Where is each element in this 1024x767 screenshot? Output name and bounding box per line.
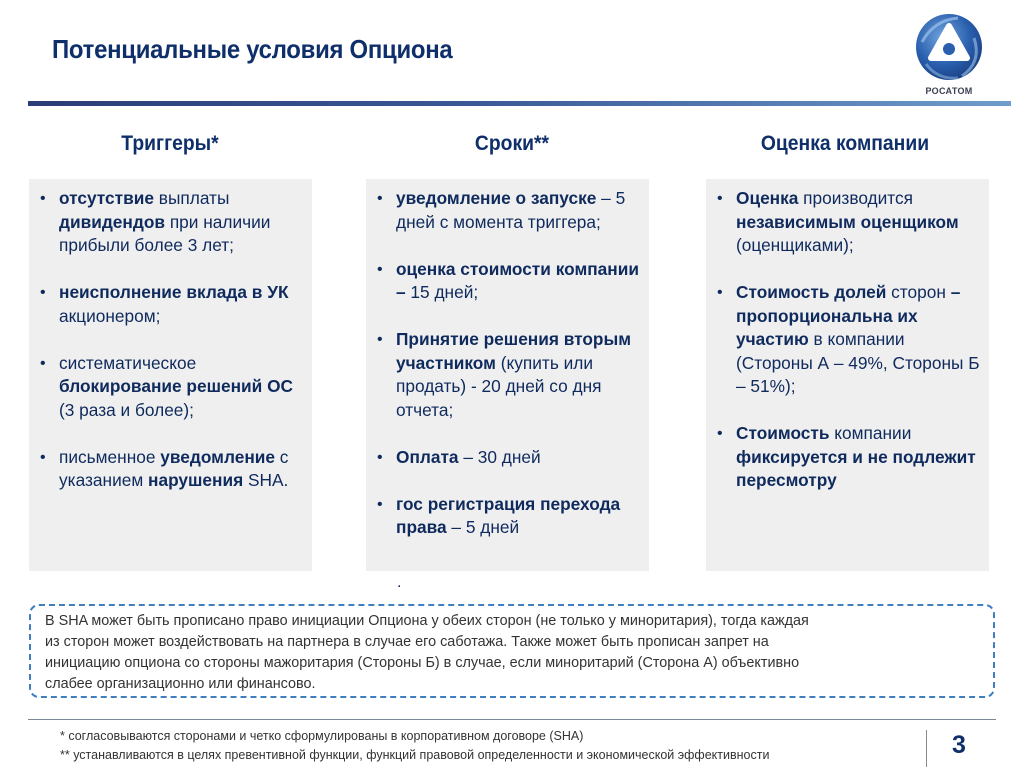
list-item (374, 187, 641, 234)
item-text: (купить или продать) - 20 дней со дня отчета; (396, 352, 602, 420)
list-item (714, 422, 981, 493)
column-header-valuation: Оценка компании (760, 132, 930, 155)
item-text: – 30 дней (458, 446, 541, 467)
item-text: выплаты (153, 188, 230, 208)
page-number-separator (926, 730, 927, 767)
item-text-bold: блокирование решений ОС (59, 376, 294, 396)
list-item (374, 493, 641, 540)
item-text: SHA. (243, 470, 289, 490)
item-text: производится (798, 188, 914, 208)
item-text-bold: уведомление (160, 446, 275, 467)
item-text: при наличии прибыли более 3 лет; (59, 211, 271, 255)
page-number: 3 (952, 731, 966, 759)
terms-list (374, 187, 641, 540)
item-text: – 5 дней (446, 517, 520, 537)
item-text: сторон (886, 282, 951, 302)
valuation-panel (706, 179, 989, 571)
list-item (37, 187, 304, 258)
logo-text: РОСАТОМ (925, 86, 973, 96)
footnotes (60, 727, 769, 765)
slide-title: Потенциальные условия Опциона (52, 34, 453, 64)
column-header-triggers: Триггеры* (121, 132, 219, 155)
list-item (37, 281, 304, 328)
item-text-bold: неисполнение вклада в УК (59, 282, 289, 302)
item-text-bold: нарушения (148, 470, 244, 490)
item-text-bold: уведомление о запуске (396, 188, 597, 208)
triggers-list (37, 187, 304, 493)
item-text: письменное (59, 446, 161, 467)
item-text: систематическое (59, 352, 197, 373)
column-header-terms: Сроки** (474, 132, 550, 155)
item-text-bold: фиксируется и не подлежит пересмотру (736, 446, 976, 490)
note-line: из сторон может воздействовать на партнера в случае его саботажа. Также может быть прописан запрет на (45, 634, 769, 650)
item-text: с указанием (59, 446, 289, 490)
list-item (374, 446, 641, 470)
item-text: в компании (Стороны А – 49%, Стороны Б – 51%); (736, 329, 980, 396)
footer-divider (28, 719, 996, 720)
list-item (37, 446, 304, 493)
list-item (714, 187, 981, 258)
note-line: слабее организационно или финансово. (45, 676, 316, 692)
item-text: – 5 дней с момента триггера; (396, 188, 626, 232)
note-line: В SHA может быть прописано право инициации Опциона у обеих сторон (не только у миноритария), тогда каждая (45, 613, 809, 629)
item-text: компании (829, 423, 912, 443)
list-item (37, 352, 304, 423)
item-text-bold: независимым оценщиком (736, 211, 959, 232)
note-line: инициацию опциона со стороны мажоритария (Стороны Б) в случае, если миноритарий (Сторона А) объективно (45, 655, 800, 671)
triggers-panel (29, 179, 312, 571)
list-item (374, 328, 641, 422)
item-text-bold: Стоимость (736, 423, 830, 443)
item-text-bold: Принятие решения вторым участником (396, 329, 632, 373)
list-item (374, 258, 641, 305)
rosatom-atom-logo-icon (914, 12, 984, 82)
item-text-bold: оценка стоимости компании – (396, 258, 639, 302)
item-text-bold: отсутствие (59, 188, 154, 208)
item-text-bold: дивидендов (59, 211, 166, 232)
footnote-double-asterisk: ** устанавливаются в целях превентивной функции, функций правовой определенности и экономической эффективности (60, 748, 770, 762)
footnote-single-asterisk: * согласовываются сторонами и четко сформулированы в корпоративном договоре (SHA) (60, 729, 584, 743)
item-text-bold: Оценка (736, 188, 799, 208)
item-text: акционером; (59, 305, 161, 326)
valuation-list (714, 187, 981, 493)
item-text-bold: – пропорциональна их участию (736, 282, 961, 349)
list-item (714, 281, 981, 399)
trailing-period: . (397, 574, 402, 591)
item-text-bold: гос регистрация перехода права (396, 493, 621, 537)
item-text-bold: Оплата (396, 446, 459, 467)
sha-note-box (29, 604, 995, 698)
terms-panel (366, 179, 649, 571)
rosatom-logo (910, 12, 988, 98)
item-text: (оценщиками); (736, 235, 854, 255)
item-text-bold: Стоимость долей (736, 282, 887, 302)
item-text: 15 дней; (405, 282, 479, 302)
item-text: (3 раза и более); (59, 399, 194, 420)
header-divider (28, 101, 1011, 106)
